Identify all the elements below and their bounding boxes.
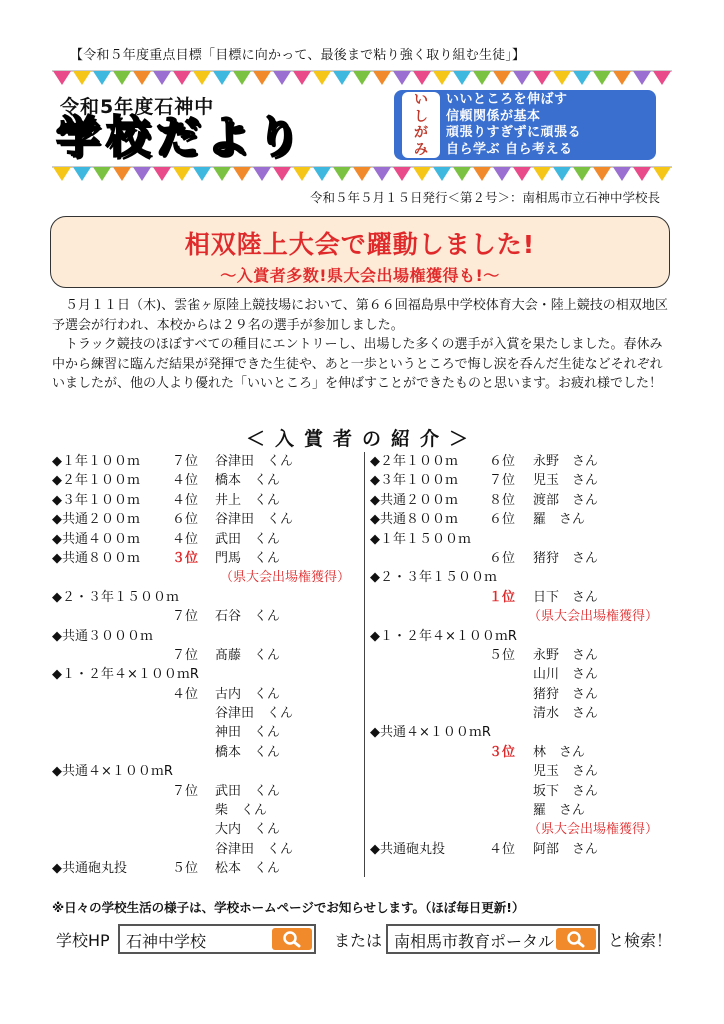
pennant <box>133 71 151 85</box>
result-row <box>370 510 680 529</box>
qualification-note: （県大会出場権獲得） <box>528 609 659 625</box>
search-banner <box>52 922 672 956</box>
search-icon <box>272 928 312 950</box>
result-row <box>52 723 362 742</box>
pennant <box>613 167 631 181</box>
pennant <box>153 71 171 85</box>
result-row <box>370 801 680 820</box>
results-table <box>52 452 672 877</box>
pennant <box>473 167 491 181</box>
pennant <box>353 167 371 181</box>
placing: ４位 <box>489 841 516 857</box>
event-name: ◆共通砲丸投 <box>370 841 445 857</box>
qualification-note: （県大会出場権獲得） <box>220 570 351 586</box>
bunting-bottom <box>52 166 672 182</box>
pennant <box>193 71 211 85</box>
pennant <box>293 167 311 181</box>
placing: ６位 <box>172 512 199 528</box>
slogan-box <box>394 90 656 160</box>
placing: ７位 <box>172 647 199 663</box>
search-query: 石神中学校 <box>126 932 207 951</box>
pennant <box>253 71 271 85</box>
athlete-name: 橋本 くん <box>215 744 281 760</box>
event-name: ◆共通砲丸投 <box>52 861 127 877</box>
pennant <box>653 71 671 85</box>
search-box-portal[interactable] <box>386 924 600 954</box>
pennant <box>453 167 471 181</box>
pennant <box>113 71 131 85</box>
placing: ４位 <box>172 473 199 489</box>
result-row <box>52 510 362 529</box>
pennant <box>273 71 291 85</box>
pennant <box>413 167 431 181</box>
pennant <box>433 71 451 85</box>
athlete-name: 谷津田 くん <box>215 706 294 722</box>
event-name: ◆２年１００ｍ <box>370 454 458 469</box>
event-name: ◆１年１００ｍ <box>52 454 140 469</box>
slogan-line: 信頼関係が基本 <box>446 108 541 124</box>
school-hp-label: 学校HP <box>56 931 110 950</box>
result-row <box>370 568 680 587</box>
result-row <box>52 588 362 607</box>
result-row <box>52 685 362 704</box>
athlete-name: 林 さん <box>533 744 586 760</box>
pennant <box>493 71 511 85</box>
event-name: ◆共通４×１００ｍR <box>370 725 491 741</box>
event-name: ◆共通３０００ｍ <box>52 628 153 644</box>
event-name: ◆１年１５００ｍ <box>370 531 471 547</box>
event-name: ◆共通４００ｍ <box>52 531 140 547</box>
athlete-name: 坂下 さん <box>533 783 599 799</box>
result-row <box>52 549 362 568</box>
pennant <box>493 167 511 181</box>
result-row <box>52 491 362 510</box>
result-row <box>370 665 680 684</box>
pennant <box>93 167 111 181</box>
search-box-school[interactable] <box>118 924 316 954</box>
acrostic-char: み <box>414 141 428 158</box>
masthead <box>52 66 672 184</box>
headline-box <box>50 216 670 288</box>
pennant <box>153 167 171 181</box>
event-name: ◆１・２年４×１００ｍR <box>370 628 517 644</box>
pennant <box>333 167 351 181</box>
pennant <box>193 167 211 181</box>
slogan-line: いいところを伸ばす <box>446 92 568 107</box>
pennant <box>173 167 191 181</box>
bunting-top <box>52 70 672 86</box>
result-row <box>52 646 362 665</box>
result-row <box>52 801 362 820</box>
pennant <box>573 167 591 181</box>
athlete-name: 猪狩 さん <box>533 686 599 702</box>
headline-sub: ～入賞者多数!県大会出場権獲得も!～ <box>220 266 500 285</box>
search-tail: と検索！ <box>608 931 673 950</box>
athlete-name: 柴 くん <box>215 803 268 819</box>
result-row <box>52 840 362 859</box>
pennant <box>413 71 431 85</box>
pennant <box>313 71 331 85</box>
result-row <box>370 743 680 762</box>
pennant <box>213 167 231 181</box>
pennant <box>233 167 251 181</box>
pennant <box>653 167 671 181</box>
result-row <box>370 685 680 704</box>
results-girls <box>370 452 680 877</box>
placing: ６位 <box>489 454 516 469</box>
slogan-acrostic <box>402 92 440 158</box>
event-name: ◆３年１００ｍ <box>52 492 140 508</box>
search-button[interactable] <box>272 928 312 950</box>
pennant <box>593 167 611 181</box>
headline-main: 相双陸上大会で躍動しました! <box>184 230 536 259</box>
athlete-name: 武田 くん <box>215 531 281 547</box>
athlete-name: 渡部 さん <box>533 492 599 508</box>
pennant <box>133 167 151 181</box>
placing: １位 <box>489 589 516 605</box>
athlete-name: 石谷 くん <box>215 609 281 625</box>
result-row <box>52 607 362 626</box>
pennant <box>533 71 551 85</box>
pennant <box>73 71 91 85</box>
pennant <box>453 71 471 85</box>
pennant <box>113 167 131 181</box>
placing: ５位 <box>489 647 516 663</box>
winners-heading: ＜入賞者の紹介＞ <box>245 428 478 450</box>
result-row <box>370 840 680 859</box>
pennant <box>233 71 251 85</box>
pennant <box>393 71 411 85</box>
event-name: ◆共通４×１００ｍR <box>52 764 173 780</box>
result-row <box>370 627 680 646</box>
motto: 【令和５年度重点目標「目標に向かって、最後まで粘り強く取り組む生徒」】 <box>70 48 526 63</box>
event-name: ◆共通２００ｍ <box>52 512 140 528</box>
result-row <box>52 782 362 801</box>
athlete-name: 猪狩 さん <box>533 550 599 566</box>
pennant <box>93 71 111 85</box>
issue-line: 令和５年５月１５日発行＜第２号＞：南相馬市立石神中学校長 <box>309 190 660 205</box>
result-row <box>52 471 362 490</box>
placing: ４位 <box>172 531 199 547</box>
acrostic-char: が <box>414 125 428 141</box>
paragraph: ５月１１日（木)、雲雀ヶ原陸上競技場において、第６６回福島県中学校体育大会・陸上競技の相双地区予選会が行われ、本校からは２９名の選手が参加しました。 <box>52 298 668 333</box>
pennant <box>333 71 351 85</box>
pennant <box>473 71 491 85</box>
pennant <box>613 71 631 85</box>
masthead-title: 学校だより <box>56 112 306 163</box>
article-body <box>52 296 672 394</box>
pennant <box>53 167 71 181</box>
pennant <box>553 167 571 181</box>
athlete-name: 橋本 くん <box>215 473 281 489</box>
result-row <box>52 762 362 781</box>
athlete-name: 児玉 さん <box>533 764 599 780</box>
result-row <box>52 530 362 549</box>
placing: ４位 <box>172 492 199 508</box>
result-row <box>52 820 362 839</box>
search-button[interactable] <box>556 928 596 950</box>
pennant <box>553 71 571 85</box>
pennant <box>513 167 531 181</box>
event-name: ◆共通２００ｍ <box>370 492 458 508</box>
pennant <box>593 71 611 85</box>
pennant <box>633 71 651 85</box>
athlete-name: 井上 くん <box>215 492 281 508</box>
result-row <box>52 627 362 646</box>
athlete-name: 阿部 さん <box>533 841 599 857</box>
pennant <box>373 167 391 181</box>
event-name: ◆２・３年１５００ｍ <box>370 570 497 586</box>
pennant <box>273 167 291 181</box>
athlete-name: 松本 くん <box>215 861 281 877</box>
athlete-name: 谷津田 くん <box>215 841 294 857</box>
result-row <box>52 452 362 471</box>
athlete-name: 清水 さん <box>533 706 599 722</box>
athlete-name: 古内 くん <box>215 686 281 702</box>
athlete-name: 日下 さん <box>533 589 599 605</box>
result-row <box>370 762 680 781</box>
result-row <box>370 452 680 471</box>
pennant <box>533 167 551 181</box>
result-row <box>52 665 362 684</box>
search-query: 南相馬市教育ポータル <box>394 932 555 951</box>
athlete-name: 羅 さん <box>533 803 586 819</box>
placing: ７位 <box>172 454 199 469</box>
result-row <box>370 588 680 607</box>
placing: ５位 <box>172 861 199 877</box>
qualification-note: （県大会出場権獲得） <box>528 822 659 838</box>
pennant <box>253 167 271 181</box>
acrostic-char: し <box>414 108 428 125</box>
pennant <box>53 71 71 85</box>
event-name: ◆１・２年４×１００ｍR <box>52 667 199 683</box>
pennant <box>393 167 411 181</box>
result-row <box>370 491 680 510</box>
placing: ３位 <box>172 550 199 566</box>
pennant <box>313 167 331 181</box>
athlete-name: 谷津田 くん <box>215 512 294 528</box>
result-row <box>370 530 680 549</box>
result-row <box>52 704 362 723</box>
result-row <box>52 859 362 878</box>
search-icon <box>556 928 596 950</box>
placing: ７位 <box>172 609 199 625</box>
result-row <box>52 568 362 587</box>
pennant <box>173 71 191 85</box>
footnote: ※日々の学校生活の様子は、学校ホームページでお知らせします。（ほぼ毎日更新!） <box>52 900 525 915</box>
pennant <box>373 71 391 85</box>
pennant <box>633 167 651 181</box>
athlete-name: 武田 くん <box>215 783 281 799</box>
athlete-name: 永野 さん <box>533 454 599 469</box>
athlete-name: 山川 さん <box>533 667 599 683</box>
pennant <box>293 71 311 85</box>
placing: ３位 <box>489 744 516 760</box>
paragraph: トラック競技のほぼすべての種目にエントリーし、出場した多くの選手が入賞を果たしました。春休み中から練習に臨んだ結果が発揮できた生徒や、あと一歩というところで悔し涙を呑んだ生徒などそれぞれいましたが、他の人より優れた「いいところ」を伸ばすことができたものと思います。お疲れ様でした！ <box>52 337 663 391</box>
event-name: ◆２・３年１５００ｍ <box>52 589 179 605</box>
athlete-name: 髙藤 くん <box>215 647 281 663</box>
pennant <box>353 71 371 85</box>
event-name: ◆２年１００ｍ <box>52 473 140 489</box>
results-boys <box>52 452 362 877</box>
event-name: ◆３年１００ｍ <box>370 473 458 489</box>
pennant <box>513 71 531 85</box>
result-row <box>370 471 680 490</box>
placing: ６位 <box>489 550 516 566</box>
result-row <box>370 607 680 626</box>
placing: ６位 <box>489 512 516 528</box>
placing: ７位 <box>489 473 516 489</box>
column-divider <box>364 452 365 877</box>
masthead-subtitle: 令和5年度石神中 <box>60 96 215 118</box>
athlete-name: 門馬 くん <box>215 550 281 566</box>
athlete-name: 谷津田 くん <box>215 454 294 469</box>
event-name: ◆共通８００ｍ <box>370 512 458 528</box>
result-row <box>370 782 680 801</box>
result-row <box>52 743 362 762</box>
result-row <box>370 549 680 568</box>
slogan-line: 頑張りすぎずに頑張る <box>446 125 582 140</box>
placing: ８位 <box>489 492 516 508</box>
slogan-lines <box>446 92 652 158</box>
or-label: または <box>334 931 383 950</box>
result-row <box>370 646 680 665</box>
result-row <box>370 704 680 723</box>
slogan-line: 自ら学ぶ 自ら考える <box>446 141 573 157</box>
acrostic-char: い <box>414 92 428 108</box>
result-row <box>370 723 680 742</box>
result-row <box>370 820 680 839</box>
pennant <box>73 167 91 181</box>
athlete-name: 永野 さん <box>533 647 599 663</box>
placing: ７位 <box>172 783 199 799</box>
athlete-name: 神田 くん <box>215 725 281 741</box>
event-name: ◆共通８００ｍ <box>52 550 140 566</box>
athlete-name: 児玉 さん <box>533 473 599 489</box>
athlete-name: 大内 くん <box>215 822 281 838</box>
pennant <box>573 71 591 85</box>
pennant <box>433 167 451 181</box>
athlete-name: 羅 さん <box>533 512 586 528</box>
placing: ４位 <box>172 686 199 702</box>
pennant <box>213 71 231 85</box>
